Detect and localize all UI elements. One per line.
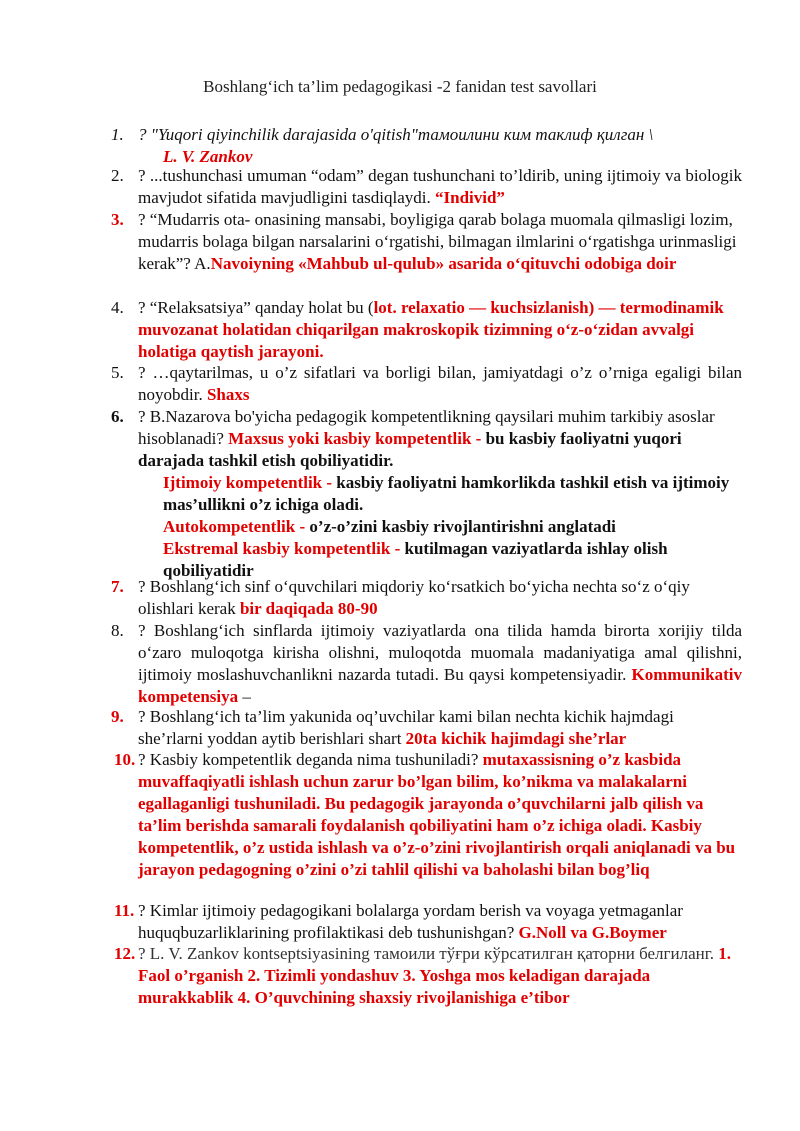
question-answer: Kommunikativ kompetensiya: [138, 665, 742, 706]
question-text: ? “Mudarris ota- onasining mansabi, boyligiga qarab bolaga muomala qilmasligi lozim, mudarris bolaga bilgan narsalarini o‘rgatishi, bilmagan ilmlarini o‘rgatishga urinmasligi kerak”? A.: [138, 210, 737, 273]
question-8: [111, 620, 742, 708]
question-7: [111, 576, 742, 620]
question-number: 1.: [111, 125, 124, 144]
question-answer: Navoiyning «Mahbub ul-qulub» asarida o‘qituvchi odobiga doir: [210, 254, 677, 273]
question-number: 7.: [111, 577, 124, 596]
question-answer: G.Noll va G.Boymer: [518, 923, 667, 942]
question-number: 10.: [114, 750, 136, 769]
item-term: Ijtimoiy kompetentlik -: [163, 473, 337, 492]
page-title: Boshlang‘ich ta’lim pedagogikasi -2 fanidan test savollari: [203, 77, 597, 96]
question-text: ? B.Nazarova bo'yicha pedagogik kompetentlikning qaysilari muhim tarkibiy asoslar hisoblanadi?: [138, 407, 715, 448]
item-term: Autokompetentlik -: [163, 517, 310, 536]
question-number: 2.: [111, 166, 124, 185]
question-answer: lot. relaxatio — kuchsizlanish) — termodinamik muvozanat holatidan chiqarilgan makroskopik tizimning o‘z-o‘zidan avvalgi holatiga qaytish jarayoni.: [138, 298, 724, 361]
question-answer: mutaxassisning o’z kasbida muvaffaqiyatli ishlash uchun zarur bo’lgan bilim, ko’nikma va malakalarni egallaganligi tushuniladi. Bu pedagogik jarayonda o’quvchilarni jalb qilish va ta’lim berishda samarali foydalanish qobiliyatini ham o’z ichiga oladi. Kasbiy kompetentlik, o’z ustida ishlash va o’z-o’zini rivojlantirish orqali aniqlanadi va bu jarayon pedagogning o’zini o’zi tahlil qilishi va baholashi bilan bog’liq: [138, 750, 736, 879]
question-text: ? “Relaksatsiya” qanday holat bu (: [138, 298, 374, 317]
question-text: ? …qaytarilmas, u o’z sifatlari va borligi bilan, jamiyatdagi o’z o’rniga egaligi bilan noyobdir.: [138, 363, 742, 404]
question-text: ? Kasbiy kompetentlik deganda nima tushuniladi?: [138, 750, 483, 769]
question-text: ? Boshlang‘ich sinf o‘quvchilari miqdoriy ko‘rsatkich bo‘yicha nechta so‘z o‘qiy olishlari kerak: [138, 577, 690, 618]
question-text: ? Boshlang‘ich sinflarda ijtimoiy vaziyatlarda ona tilida hamda birorta xorijiy tilda o‘zaro muloqotga kirisha olishni, muloqotda muomala madaniyatiga amal qilishni, ijtimoiy moslashuvchanlikni nazarda tutadi. Bu qaysi kompetensiyadir.: [138, 621, 742, 684]
question-number: 11.: [114, 901, 135, 920]
question-number: 5.: [111, 363, 124, 382]
question-6: [111, 406, 742, 582]
item-desc: bu kasbiy faoliyatni yuqori darajada tashkil etish qobiliyatidir.: [138, 429, 682, 470]
question-4: [111, 297, 742, 363]
question-10: [114, 749, 742, 881]
question-answer: 1. Faol o’rganish 2. Tizimli yondashuv 3. Yoshga mos keladigan darajada murakkablik 4. O’quvchining shaxsiy rivojlanishiga e’tibor: [138, 944, 732, 1007]
question-number: 12.: [114, 944, 136, 963]
question-answer: “Individ”: [435, 188, 505, 207]
question-answer: Shaxs: [206, 385, 250, 404]
question-answer: L. V. Zankov: [163, 147, 253, 166]
item-term: Ekstremal kasbiy kompetentlik -: [163, 539, 405, 558]
question-number: 6.: [111, 407, 124, 426]
question-5: [111, 362, 742, 406]
question-2: [111, 165, 742, 209]
item-desc: kutilmagan vaziyatlarda ishlay olish qobiliyatidir: [163, 539, 668, 580]
item-desc: o’z-o’zini kasbiy rivojlantirishni anglatadi: [309, 517, 616, 536]
item-desc: kasbiy faoliyatni hamkorlikda tashkil etish va ijtimoiy mas’ullikni o’z ichiga oladi.: [163, 473, 730, 514]
item-term: Maxsus yoki kasbiy kompetentlik -: [228, 429, 486, 448]
question-tail: –: [238, 687, 251, 706]
question-answer: 20ta kichik hajimdagi she’rlar: [405, 729, 627, 748]
competence-item: [138, 516, 742, 538]
question-1: [111, 124, 742, 168]
question-11: [114, 900, 742, 944]
question-number: 8.: [111, 621, 124, 640]
question-text: ? Kimlar ijtimoiy pedagogikani bolalarga yordam berish va voyaga yetmaganlar huquqbuzarliklarining profilaktikasi deb tushunishgan?: [138, 901, 683, 942]
question-9: [111, 706, 742, 750]
question-number: 3.: [111, 210, 124, 229]
question-number: 4.: [111, 298, 124, 317]
question-text: ? L. V. Zankov kontseptsiyasining тамоили тўғри кўрсатилган қаторни белгиланг.: [138, 944, 719, 963]
question-text: ? ...tushunchasi umuman “odam” degan tushunchani to’ldirib, uning ijtimoiy va biologik mavjudot sifatida mavjudligini tasdiqlaydi.: [138, 166, 742, 207]
question-text: ? "Yuqori qiyinchilik darajasida o'qitish"тамоилини ким таклиф қилган \: [138, 125, 654, 144]
competence-item: [138, 472, 742, 516]
question-3: [111, 209, 742, 275]
question-answer: bir daqiqada 80-90: [239, 599, 378, 618]
question-12: [114, 943, 742, 1009]
question-number: 9.: [111, 707, 124, 726]
question-text: ? Boshlang‘ich ta’lim yakunida oq’uvchilar kami bilan nechta kichik hajmdagi she’rlarni yoddan aytib berishlari shart: [138, 707, 674, 748]
